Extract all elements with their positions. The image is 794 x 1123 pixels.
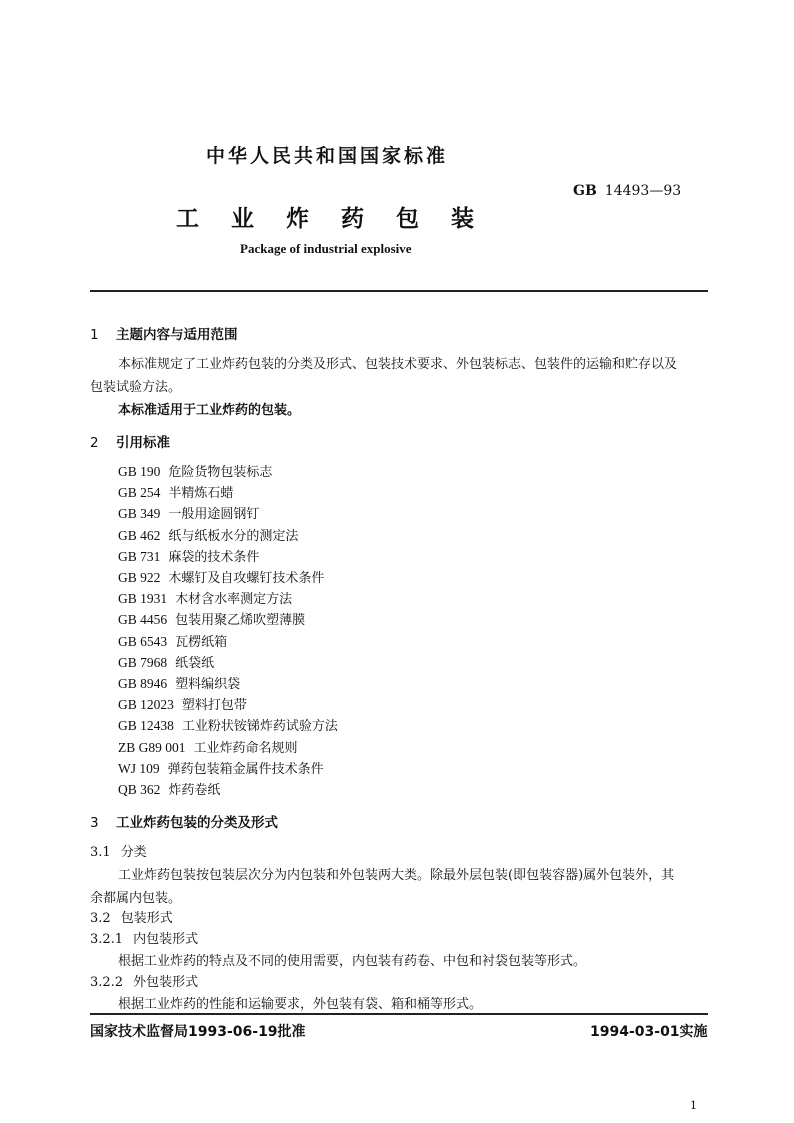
reference-name: 工业炸药命名规则 xyxy=(193,740,298,756)
reference-name: 危险货物包装标志 xyxy=(168,465,273,480)
standard-code-number: 14493—93 xyxy=(604,183,682,199)
reference-item xyxy=(118,609,305,628)
reference-code: GB 922 xyxy=(118,570,161,585)
reference-item xyxy=(118,525,298,544)
reference-item xyxy=(118,694,247,713)
standard-code xyxy=(573,183,681,199)
reference-item xyxy=(118,715,338,734)
standard-code-prefix: GB xyxy=(573,183,597,199)
subsection-3-2-2-heading: 3.2.2 外包装形式 xyxy=(90,975,199,990)
reference-code: QB 362 xyxy=(118,782,161,797)
reference-name: 瓦楞纸箱 xyxy=(175,634,228,650)
reference-name: 塑料编织袋 xyxy=(175,677,241,692)
subsection-3-1-heading: 3.1 分类 xyxy=(90,845,147,860)
reference-item xyxy=(118,652,214,671)
reference-item xyxy=(118,758,324,777)
reference-name: 塑料打包带 xyxy=(181,698,247,714)
subsection-3-1-text-line1: 工业炸药包装按包装层次分为内包装和外包装两大类。除最外层包装(即包装容器)属外包装外，其 xyxy=(118,868,675,883)
reference-name: 纸与纸板水分的测定法 xyxy=(168,528,299,544)
reference-item xyxy=(118,567,324,586)
reference-code: GB 4456 xyxy=(118,612,168,628)
english-title: Package of industrial explosive xyxy=(240,241,412,256)
section-1-heading: 1 主题内容与适用范围 xyxy=(90,327,238,343)
reference-item xyxy=(118,482,233,501)
page-number: 1 xyxy=(690,1099,697,1112)
footer-divider xyxy=(90,1013,708,1015)
reference-name: 一般用途圆钢钉 xyxy=(168,507,260,523)
reference-item xyxy=(118,673,240,692)
reference-name: 工业粉状铵锑炸药试验方法 xyxy=(181,719,338,735)
subsection-3-2-heading: 3.2 包装形式 xyxy=(90,911,173,926)
subsection-3-1-text-line2: 余都属内包装。 xyxy=(90,891,182,906)
reference-name: 木螺钉及自攻螺钉技术条件 xyxy=(168,571,325,586)
reference-name: 炸药卷纸 xyxy=(168,783,221,798)
standard-type-title: 中华人民共和国国家标准 xyxy=(206,145,449,167)
reference-code: GB 8946 xyxy=(118,676,168,691)
section-2-heading: 2 引用标准 xyxy=(90,435,170,451)
reference-item xyxy=(118,503,259,522)
reference-item xyxy=(118,779,220,798)
reference-item xyxy=(118,631,227,650)
reference-item xyxy=(118,588,292,607)
effective-date: 1994-03-01实施 xyxy=(590,1024,708,1040)
section-1-paragraph-line1: 本标准规定了工业炸药包装的分类及形式、包装技术要求、外包装标志、包装件的运输和贮存以及 xyxy=(118,357,678,372)
reference-name: 纸袋纸 xyxy=(175,655,215,671)
approval-date: 国家技术监督局1993-06-19批准 xyxy=(90,1024,306,1040)
reference-name: 木材含水率测定方法 xyxy=(175,592,293,608)
header-divider xyxy=(90,290,708,292)
reference-code: GB 12023 xyxy=(118,697,174,713)
reference-name: 半精炼石蜡 xyxy=(168,486,234,502)
section-3-heading: 3 工业炸药包装的分类及形式 xyxy=(90,815,278,831)
reference-code: GB 254 xyxy=(118,485,161,501)
subsection-3-2-1-text: 根据工业炸药的特点及不同的使用需要，内包装有药卷、中包和衬袋包装等形式。 xyxy=(118,954,587,969)
reference-code: ZB G89 001 xyxy=(118,739,186,755)
subsection-3-2-1-heading: 3.2.1 内包装形式 xyxy=(90,932,199,947)
reference-code: GB 1931 xyxy=(118,591,168,607)
section-1-scope: 本标准适用于工业炸药的包装。 xyxy=(118,403,301,418)
reference-item xyxy=(118,546,259,565)
reference-code: GB 349 xyxy=(118,506,161,522)
document-title: 工业炸药包装 xyxy=(176,205,506,232)
section-1-paragraph-line2: 包装试验方法。 xyxy=(90,380,182,395)
reference-code: GB 731 xyxy=(118,548,161,564)
reference-code: GB 7968 xyxy=(118,654,168,670)
subsection-3-2-2-text: 根据工业炸药的性能和运输要求，外包装有袋、箱和桶等形式。 xyxy=(118,997,483,1012)
reference-code: GB 12438 xyxy=(118,718,174,734)
reference-item xyxy=(118,737,298,756)
reference-code: WJ 109 xyxy=(118,760,160,776)
reference-code: GB 462 xyxy=(118,527,161,543)
reference-code: GB 6543 xyxy=(118,633,168,649)
reference-item xyxy=(118,461,272,480)
reference-name: 弹药包装箱金属件技术条件 xyxy=(167,761,324,777)
reference-name: 包装用聚乙烯吹塑薄膜 xyxy=(175,613,306,629)
reference-name: 麻袋的技术条件 xyxy=(168,549,260,565)
reference-code: GB 190 xyxy=(118,464,161,479)
